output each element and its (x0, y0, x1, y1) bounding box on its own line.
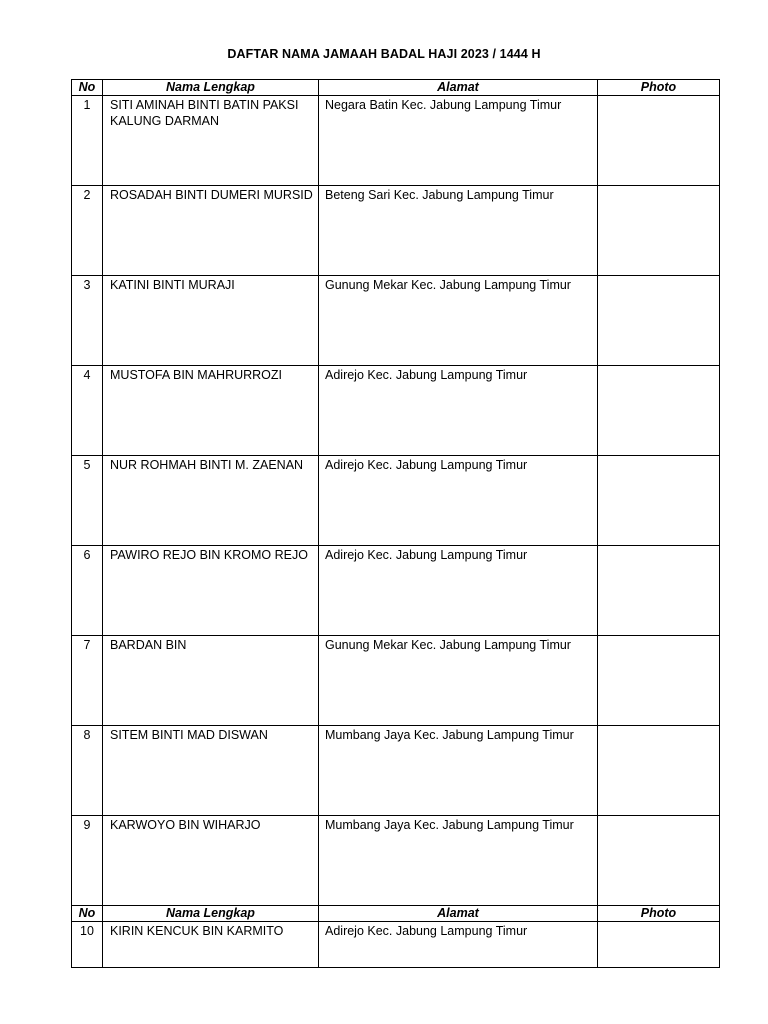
cell-address: Adirejo Kec. Jabung Lampung Timur (319, 366, 598, 456)
table-row (72, 636, 720, 726)
jamaah-table (71, 79, 720, 968)
cell-address: Mumbang Jaya Kec. Jabung Lampung Timur (319, 816, 598, 906)
cell-address: Negara Batin Kec. Jabung Lampung Timur (319, 96, 598, 186)
cell-photo (598, 366, 720, 456)
cell-photo (598, 276, 720, 366)
cell-photo (598, 186, 720, 276)
cell-name: SITEM BINTI MAD DISWAN (103, 726, 319, 816)
cell-photo (598, 636, 720, 726)
cell-address: Adirejo Kec. Jabung Lampung Timur (319, 922, 598, 968)
cell-address: Adirejo Kec. Jabung Lampung Timur (319, 546, 598, 636)
table-row (72, 546, 720, 636)
cell-name: SITI AMINAH BINTI BATIN PAKSI KALUNG DARMAN (103, 96, 319, 186)
cell-no: 1 (72, 96, 103, 186)
table-row (72, 456, 720, 546)
header-name: Nama Lengkap (103, 906, 319, 922)
header-photo: Photo (598, 906, 720, 922)
cell-address: Mumbang Jaya Kec. Jabung Lampung Timur (319, 726, 598, 816)
table-row (72, 366, 720, 456)
header-name: Nama Lengkap (103, 80, 319, 96)
cell-name: PAWIRO REJO BIN KROMO REJO (103, 546, 319, 636)
header-address: Alamat (319, 80, 598, 96)
table-row (72, 96, 720, 186)
header-no: No (72, 906, 103, 922)
table-header-row-repeat (72, 906, 720, 922)
cell-no: 5 (72, 456, 103, 546)
table-row (72, 726, 720, 816)
cell-photo (598, 456, 720, 546)
cell-no: 7 (72, 636, 103, 726)
cell-name: ROSADAH BINTI DUMERI MURSID (103, 186, 319, 276)
cell-photo (598, 96, 720, 186)
table-row (72, 186, 720, 276)
cell-photo (598, 922, 720, 968)
header-no: No (72, 80, 103, 96)
cell-no: 3 (72, 276, 103, 366)
cell-address: Gunung Mekar Kec. Jabung Lampung Timur (319, 636, 598, 726)
cell-no: 9 (72, 816, 103, 906)
cell-no: 8 (72, 726, 103, 816)
cell-name: KIRIN KENCUK BIN KARMITO (103, 922, 319, 968)
cell-no: 6 (72, 546, 103, 636)
cell-name: KATINI BINTI MURAJI (103, 276, 319, 366)
table-header-row (72, 80, 720, 96)
table-row (72, 276, 720, 366)
cell-name: BARDAN BIN (103, 636, 319, 726)
cell-address: Gunung Mekar Kec. Jabung Lampung Timur (319, 276, 598, 366)
cell-name: NUR ROHMAH BINTI M. ZAENAN (103, 456, 319, 546)
cell-name: KARWOYO BIN WIHARJO (103, 816, 319, 906)
cell-address: Adirejo Kec. Jabung Lampung Timur (319, 456, 598, 546)
cell-no: 4 (72, 366, 103, 456)
header-photo: Photo (598, 80, 720, 96)
cell-photo (598, 816, 720, 906)
cell-no: 2 (72, 186, 103, 276)
table-row (72, 922, 720, 968)
header-address: Alamat (319, 906, 598, 922)
document-title: DAFTAR NAMA JAMAAH BADAL HAJI 2023 / 1444 H (227, 47, 541, 61)
cell-photo (598, 726, 720, 816)
cell-address: Beteng Sari Kec. Jabung Lampung Timur (319, 186, 598, 276)
cell-name: MUSTOFA BIN MAHRURROZI (103, 366, 319, 456)
cell-no: 10 (72, 922, 103, 968)
table-row (72, 816, 720, 906)
cell-photo (598, 546, 720, 636)
